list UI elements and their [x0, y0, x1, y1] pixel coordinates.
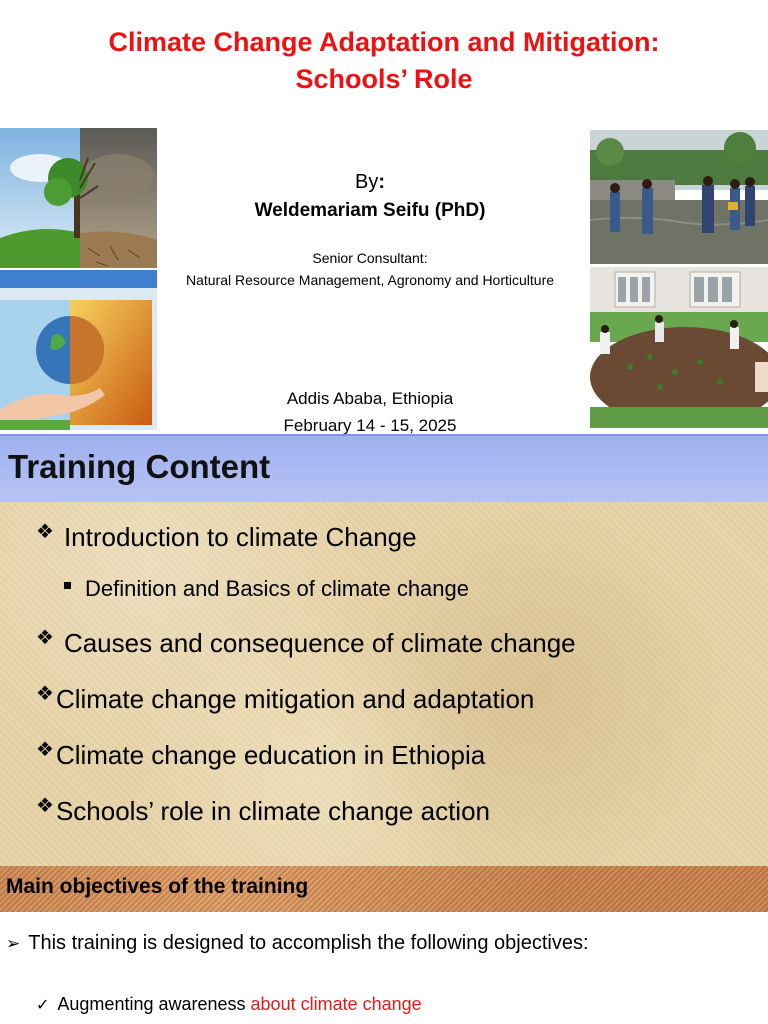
- slide-title: [0, 0, 768, 434]
- slide3-title: Main objectives of the training: [6, 875, 309, 898]
- bullet-item-2: [36, 628, 576, 659]
- square-bullet-icon: [64, 582, 71, 589]
- by-label: By: [354, 171, 379, 193]
- bullet-item-5: [36, 796, 490, 827]
- role-label: Senior Consultant:: [312, 250, 428, 266]
- checkmark-icon: ✓: [36, 996, 50, 1014]
- diamond-bullet-icon: ❖: [36, 683, 54, 705]
- diamond-bullet-icon: ❖: [36, 739, 54, 761]
- objectives-intro-text: This training is designed to accomplish the following objectives:: [28, 932, 589, 954]
- bullet-item-1: [36, 522, 417, 553]
- slide3-header: [0, 866, 768, 912]
- diamond-bullet-icon: ❖: [36, 795, 54, 817]
- bullet-text: Causes and consequence of climate change: [63, 628, 576, 658]
- hand-globe-photo: [0, 270, 157, 430]
- sub-bullet-item-1: [64, 576, 469, 602]
- slide-objectives: [0, 866, 768, 1024]
- objective-text-part1: Augmenting awareness: [57, 994, 251, 1014]
- garden-image: [590, 267, 768, 428]
- location: Addis Ababa, Ethiopia: [286, 389, 454, 408]
- bullet-item-4: [36, 740, 485, 771]
- location-date-block: [170, 385, 570, 434]
- sub-bullet-text: Definition and Basics of climate change: [85, 576, 469, 601]
- title-line-2: Schools’ Role: [295, 64, 473, 94]
- objectives-intro: [6, 932, 589, 955]
- green-dry-landscape-photo: [0, 128, 157, 268]
- role-text: Natural Resource Management, Agronomy and Horticulture: [185, 272, 555, 288]
- objective-text-part2: about climate change: [250, 994, 422, 1014]
- school-garden-photo: [590, 267, 768, 428]
- by-line: [170, 168, 570, 196]
- author-block: [170, 168, 570, 289]
- slide2-title: Training Content: [8, 448, 271, 485]
- date: February 14 - 15, 2025: [283, 416, 457, 434]
- flooded-school-photo: [590, 130, 768, 264]
- slide2-header: [0, 434, 768, 502]
- bullet-text: Climate change education in Ethiopia: [55, 740, 486, 770]
- landscape-image: [0, 128, 157, 268]
- bullet-item-3: [36, 684, 534, 715]
- bullet-text: Introduction to climate Change: [63, 522, 417, 552]
- bullet-text: Climate change mitigation and adaptation: [55, 684, 535, 714]
- bullet-text: Schools’ role in climate change action: [55, 796, 490, 826]
- arrow-bullet-icon: ➢: [6, 933, 21, 953]
- diamond-bullet-icon: ❖: [36, 521, 54, 543]
- presentation-title: [0, 24, 768, 98]
- flood-image: [590, 130, 768, 264]
- globe-image: [0, 270, 157, 430]
- by-colon: :: [378, 171, 385, 193]
- diamond-bullet-icon: ❖: [36, 627, 54, 649]
- objective-item-1: [36, 994, 422, 1015]
- slide-training-content: [0, 434, 768, 866]
- author-name: Weldemariam Seifu (PhD): [254, 200, 486, 221]
- title-line-1: Climate Change Adaptation and Mitigation:: [108, 27, 660, 57]
